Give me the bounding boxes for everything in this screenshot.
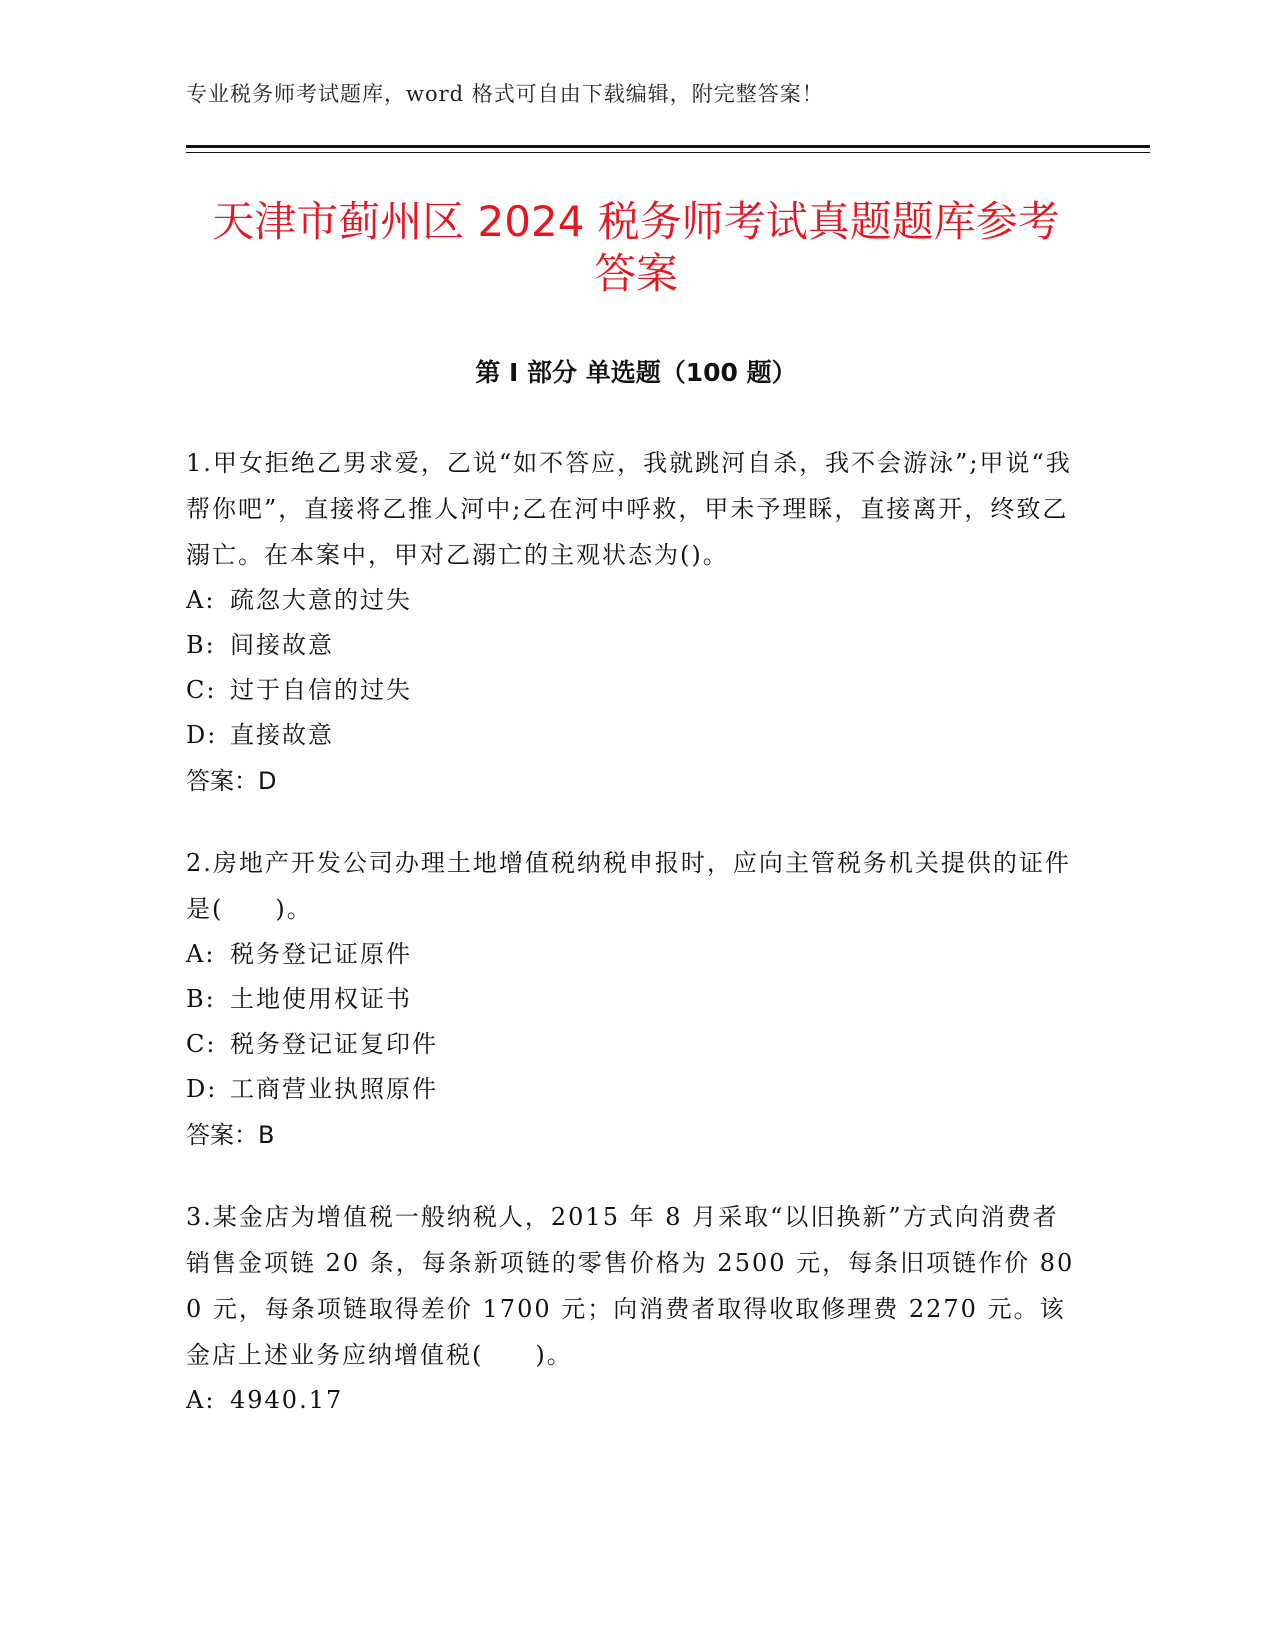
option-b xyxy=(186,623,1076,668)
document-title-line1: 天津市蓟州区 2024 税务师考试真题题库参考 xyxy=(212,197,1060,246)
option-b xyxy=(186,977,1076,1022)
option-text: 疏忽大意的过失 xyxy=(230,586,412,614)
option-text: 直接故意 xyxy=(230,721,334,749)
question-1 xyxy=(186,440,1076,804)
question-2 xyxy=(186,840,1076,1158)
option-d xyxy=(186,713,1076,758)
option-c xyxy=(186,668,1076,713)
option-c xyxy=(186,1022,1076,1067)
option-a xyxy=(186,1378,1076,1423)
section-heading: 第 I 部分 单选题（100 题） xyxy=(475,358,797,387)
question-list xyxy=(186,440,1076,1459)
option-a xyxy=(186,578,1076,623)
option-letter: A: xyxy=(186,940,216,968)
question-text: 2.房地产开发公司办理土地增值税纳税申报时，应向主管税务机关提供的证件是( )。 xyxy=(186,849,1071,923)
question-text: 1.甲女拒绝乙男求爱，乙说“如不答应，我就跳河自杀，我不会游泳”;甲说“我帮你吧”，直接将乙推人河中;乙在河中呼救，甲未予理睬，直接离开，终致乙溺亡。在本案中，甲对乙溺亡的主观状态为()。 xyxy=(186,449,1072,569)
document-title xyxy=(186,196,1086,300)
option-text: 工商营业执照原件 xyxy=(230,1075,438,1103)
option-letter: A: xyxy=(186,1386,216,1414)
header-note: 专业税务师考试题库，word 格式可自由下载编辑，附完整答案！ xyxy=(186,82,824,106)
option-text: 税务登记证原件 xyxy=(230,940,412,968)
answer-line: 答案：B xyxy=(186,1121,275,1149)
document-title-line2: 答案 xyxy=(593,249,678,298)
option-d xyxy=(186,1067,1076,1112)
option-letter: A: xyxy=(186,586,216,614)
header-rule-thin xyxy=(186,152,1150,153)
question-text: 3.某金店为增值税一般纳税人，2015 年 8 月采取“以旧换新”方式向消费者销售金项链 20 条，每条新项链的零售价格为 2500 元，每条旧项链作价 800 元，每条项链取得差价 1700 元；向消费者取得收取修理费 2270 元。该金店上述业务应纳增值税( )。 xyxy=(186,1203,1075,1369)
option-letter: C: xyxy=(186,1030,217,1058)
option-letter: B: xyxy=(186,985,216,1013)
option-text: 4940.17 xyxy=(230,1386,344,1414)
option-text: 间接故意 xyxy=(230,631,334,659)
option-letter: D: xyxy=(186,1075,218,1103)
header-rule-thick xyxy=(186,145,1150,148)
option-a xyxy=(186,932,1076,977)
question-3 xyxy=(186,1194,1076,1423)
option-text: 税务登记证复印件 xyxy=(230,1030,438,1058)
option-letter: B: xyxy=(186,631,216,659)
option-text: 过于自信的过失 xyxy=(230,676,412,704)
answer-line: 答案：D xyxy=(186,767,277,795)
option-text: 土地使用权证书 xyxy=(230,985,412,1013)
option-letter: C: xyxy=(186,676,217,704)
option-letter: D: xyxy=(186,721,218,749)
